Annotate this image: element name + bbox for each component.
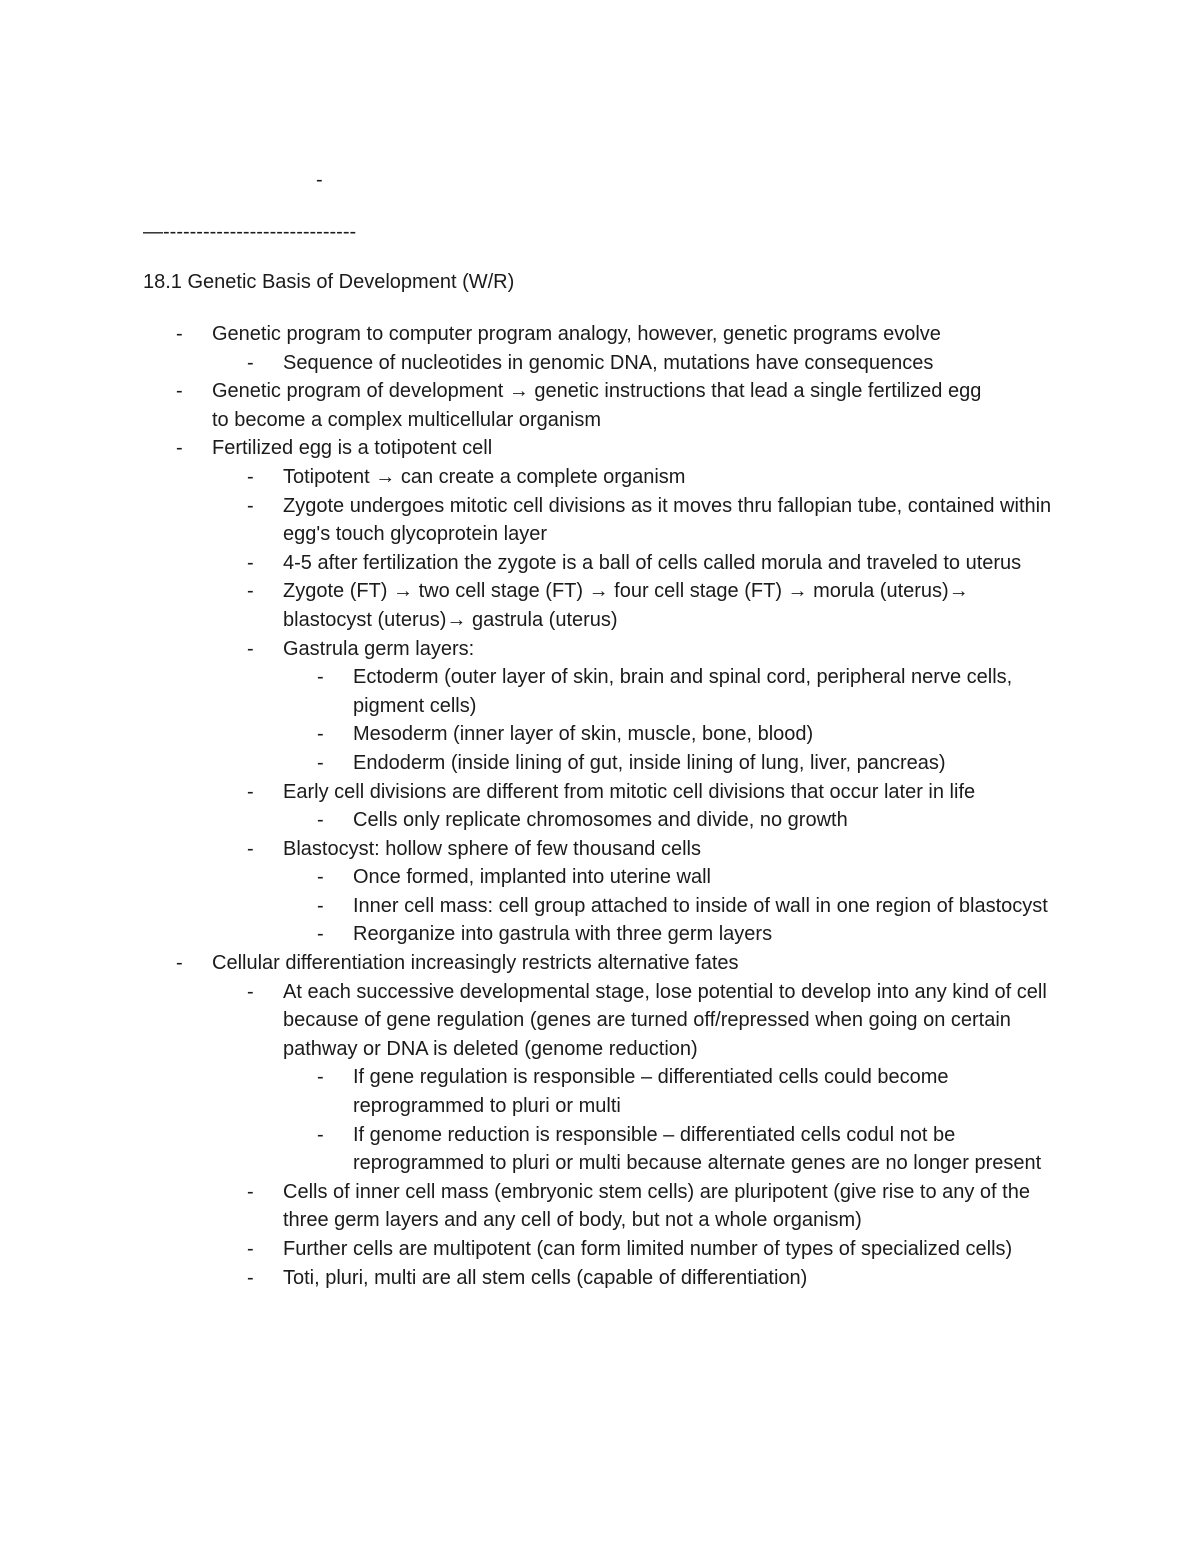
separator-line: —----------------------------- — [143, 221, 357, 243]
list-item-text: Zygote undergoes mitotic cell divisions as it moves thru fallopian tube, contained within egg's touch glycoprotein layer — [283, 494, 1052, 546]
list-item — [176, 949, 992, 978]
list-item-text: At each successive developmental stage, lose potential to develop into any kind of cell because of gene regulation (genes are turned off/repressed when going on certain pathway or DNA is deleted (genome reduction) — [283, 980, 1047, 1060]
list-item — [317, 1121, 1053, 1178]
bullet-dash: - — [317, 1123, 324, 1146]
bullet-dash: - — [317, 666, 324, 689]
list-item-text: If genome reduction is responsible – differentiated cells codul not be reprogrammed to pluri or multi because alternate genes are no longer present — [353, 1123, 1042, 1175]
list-item-text: Further cells are multipotent (can form limited number of types of specialized cells) — [283, 1238, 1013, 1260]
bullet-dash: - — [317, 866, 324, 889]
list-item-text: Genetic program of development → genetic instructions that lead a single fertilized egg to become a complex multicellular organism — [212, 380, 982, 431]
list-item — [317, 749, 1053, 778]
bullet-dash: - — [247, 637, 254, 660]
bullet-dash: - — [247, 1238, 254, 1260]
list-item — [317, 1063, 1053, 1120]
bullet-dash: - — [247, 980, 254, 1003]
list-item-text: Ectoderm (outer layer of skin, brain and spinal cord, peripheral nerve cells, pigment cells) — [353, 666, 1013, 717]
list-item — [317, 863, 1053, 892]
lone-dash: - — [316, 169, 323, 191]
list-item-text: Genetic program to computer program analogy, however, genetic programs evolve — [212, 323, 941, 345]
bullet-dash: - — [247, 494, 254, 517]
list-item — [247, 835, 1063, 864]
bullet-dash: - — [176, 952, 183, 975]
list-item — [247, 978, 1063, 1064]
bullet-dash: - — [247, 1180, 254, 1203]
list-item — [247, 635, 1063, 664]
list-item — [247, 349, 1063, 378]
list-item — [176, 320, 992, 349]
bullet-dash: - — [317, 723, 324, 746]
list-item-text: Gastrula germ layers: — [283, 637, 475, 660]
section-heading: 18.1 Genetic Basis of Development (W/R) — [143, 271, 515, 293]
list-item-text: 4-5 after fertilization the zygote is a ball of cells called morula and traveled to uterus — [283, 551, 1022, 574]
list-item — [176, 434, 992, 463]
list-item — [317, 806, 1053, 835]
list-item-text: Endoderm (inside lining of gut, inside lining of lung, liver, pancreas) — [353, 751, 946, 774]
list-item-text: Fertilized egg is a totipotent cell — [212, 437, 493, 460]
list-item-text: Mesoderm (inner layer of skin, muscle, bone, blood) — [353, 723, 814, 746]
bullet-dash: - — [317, 923, 324, 946]
list-item — [247, 778, 1063, 807]
list-item-text: Cells of inner cell mass (embryonic stem cells) are pluripotent (give rise to any of the three germ layers and any cell of body, but not a whole organism) — [283, 1180, 1030, 1232]
list-item — [317, 920, 1053, 949]
bullet-dash: - — [247, 780, 254, 803]
bullet-dash: - — [247, 351, 254, 374]
list-item — [247, 549, 1063, 578]
bullet-dash: - — [317, 809, 324, 832]
bullet-dash: - — [317, 894, 324, 917]
list-item-text: Cells only replicate chromosomes and divide, no growth — [353, 809, 848, 832]
notes-list — [0, 320, 1200, 1292]
list-item — [247, 1178, 1063, 1235]
list-item-text: Sequence of nucleotides in genomic DNA, mutations have consequences — [283, 351, 934, 374]
bullet-dash: - — [247, 1266, 254, 1289]
list-item-text: If gene regulation is responsible – differentiated cells could become reprogrammed to pluri or multi — [353, 1066, 949, 1118]
list-item — [176, 377, 992, 434]
bullet-dash: - — [176, 380, 183, 403]
list-item-text: Cellular differentiation increasingly restricts alternative fates — [212, 952, 739, 975]
list-item — [247, 492, 1063, 549]
bullet-dash: - — [247, 465, 254, 488]
list-item — [317, 663, 1053, 720]
bullet-dash: - — [247, 551, 254, 574]
list-item — [247, 463, 1063, 492]
list-item-text: Zygote (FT) → two cell stage (FT) → four cell stage (FT) → morula (uterus)→ blastocyst (uterus)→ gastrula (uterus) — [283, 580, 969, 631]
list-item — [317, 720, 1053, 749]
list-item — [247, 1235, 1063, 1264]
bullet-dash: - — [317, 751, 324, 774]
list-item-text: Totipotent → can create a complete organism — [283, 465, 686, 488]
bullet-dash: - — [176, 437, 183, 460]
list-item-text: Inner cell mass: cell group attached to inside of wall in one region of blastocyst — [353, 894, 1048, 917]
bullet-dash: - — [317, 1066, 324, 1089]
list-item-text: Early cell divisions are different from mitotic cell divisions that occur later in life — [283, 780, 976, 803]
bullet-dash: - — [176, 323, 183, 345]
list-item-text: Once formed, implanted into uterine wall — [353, 866, 711, 889]
bullet-dash: - — [247, 837, 254, 860]
list-item — [247, 577, 1063, 634]
list-item — [317, 892, 1053, 921]
list-item-text: Blastocyst: hollow sphere of few thousand cells — [283, 837, 701, 860]
bullet-dash: - — [247, 580, 254, 603]
list-item-text: Toti, pluri, multi are all stem cells (capable of differentiation) — [283, 1266, 808, 1289]
list-item-text: Reorganize into gastrula with three germ layers — [353, 923, 773, 946]
list-item — [247, 1264, 1063, 1293]
